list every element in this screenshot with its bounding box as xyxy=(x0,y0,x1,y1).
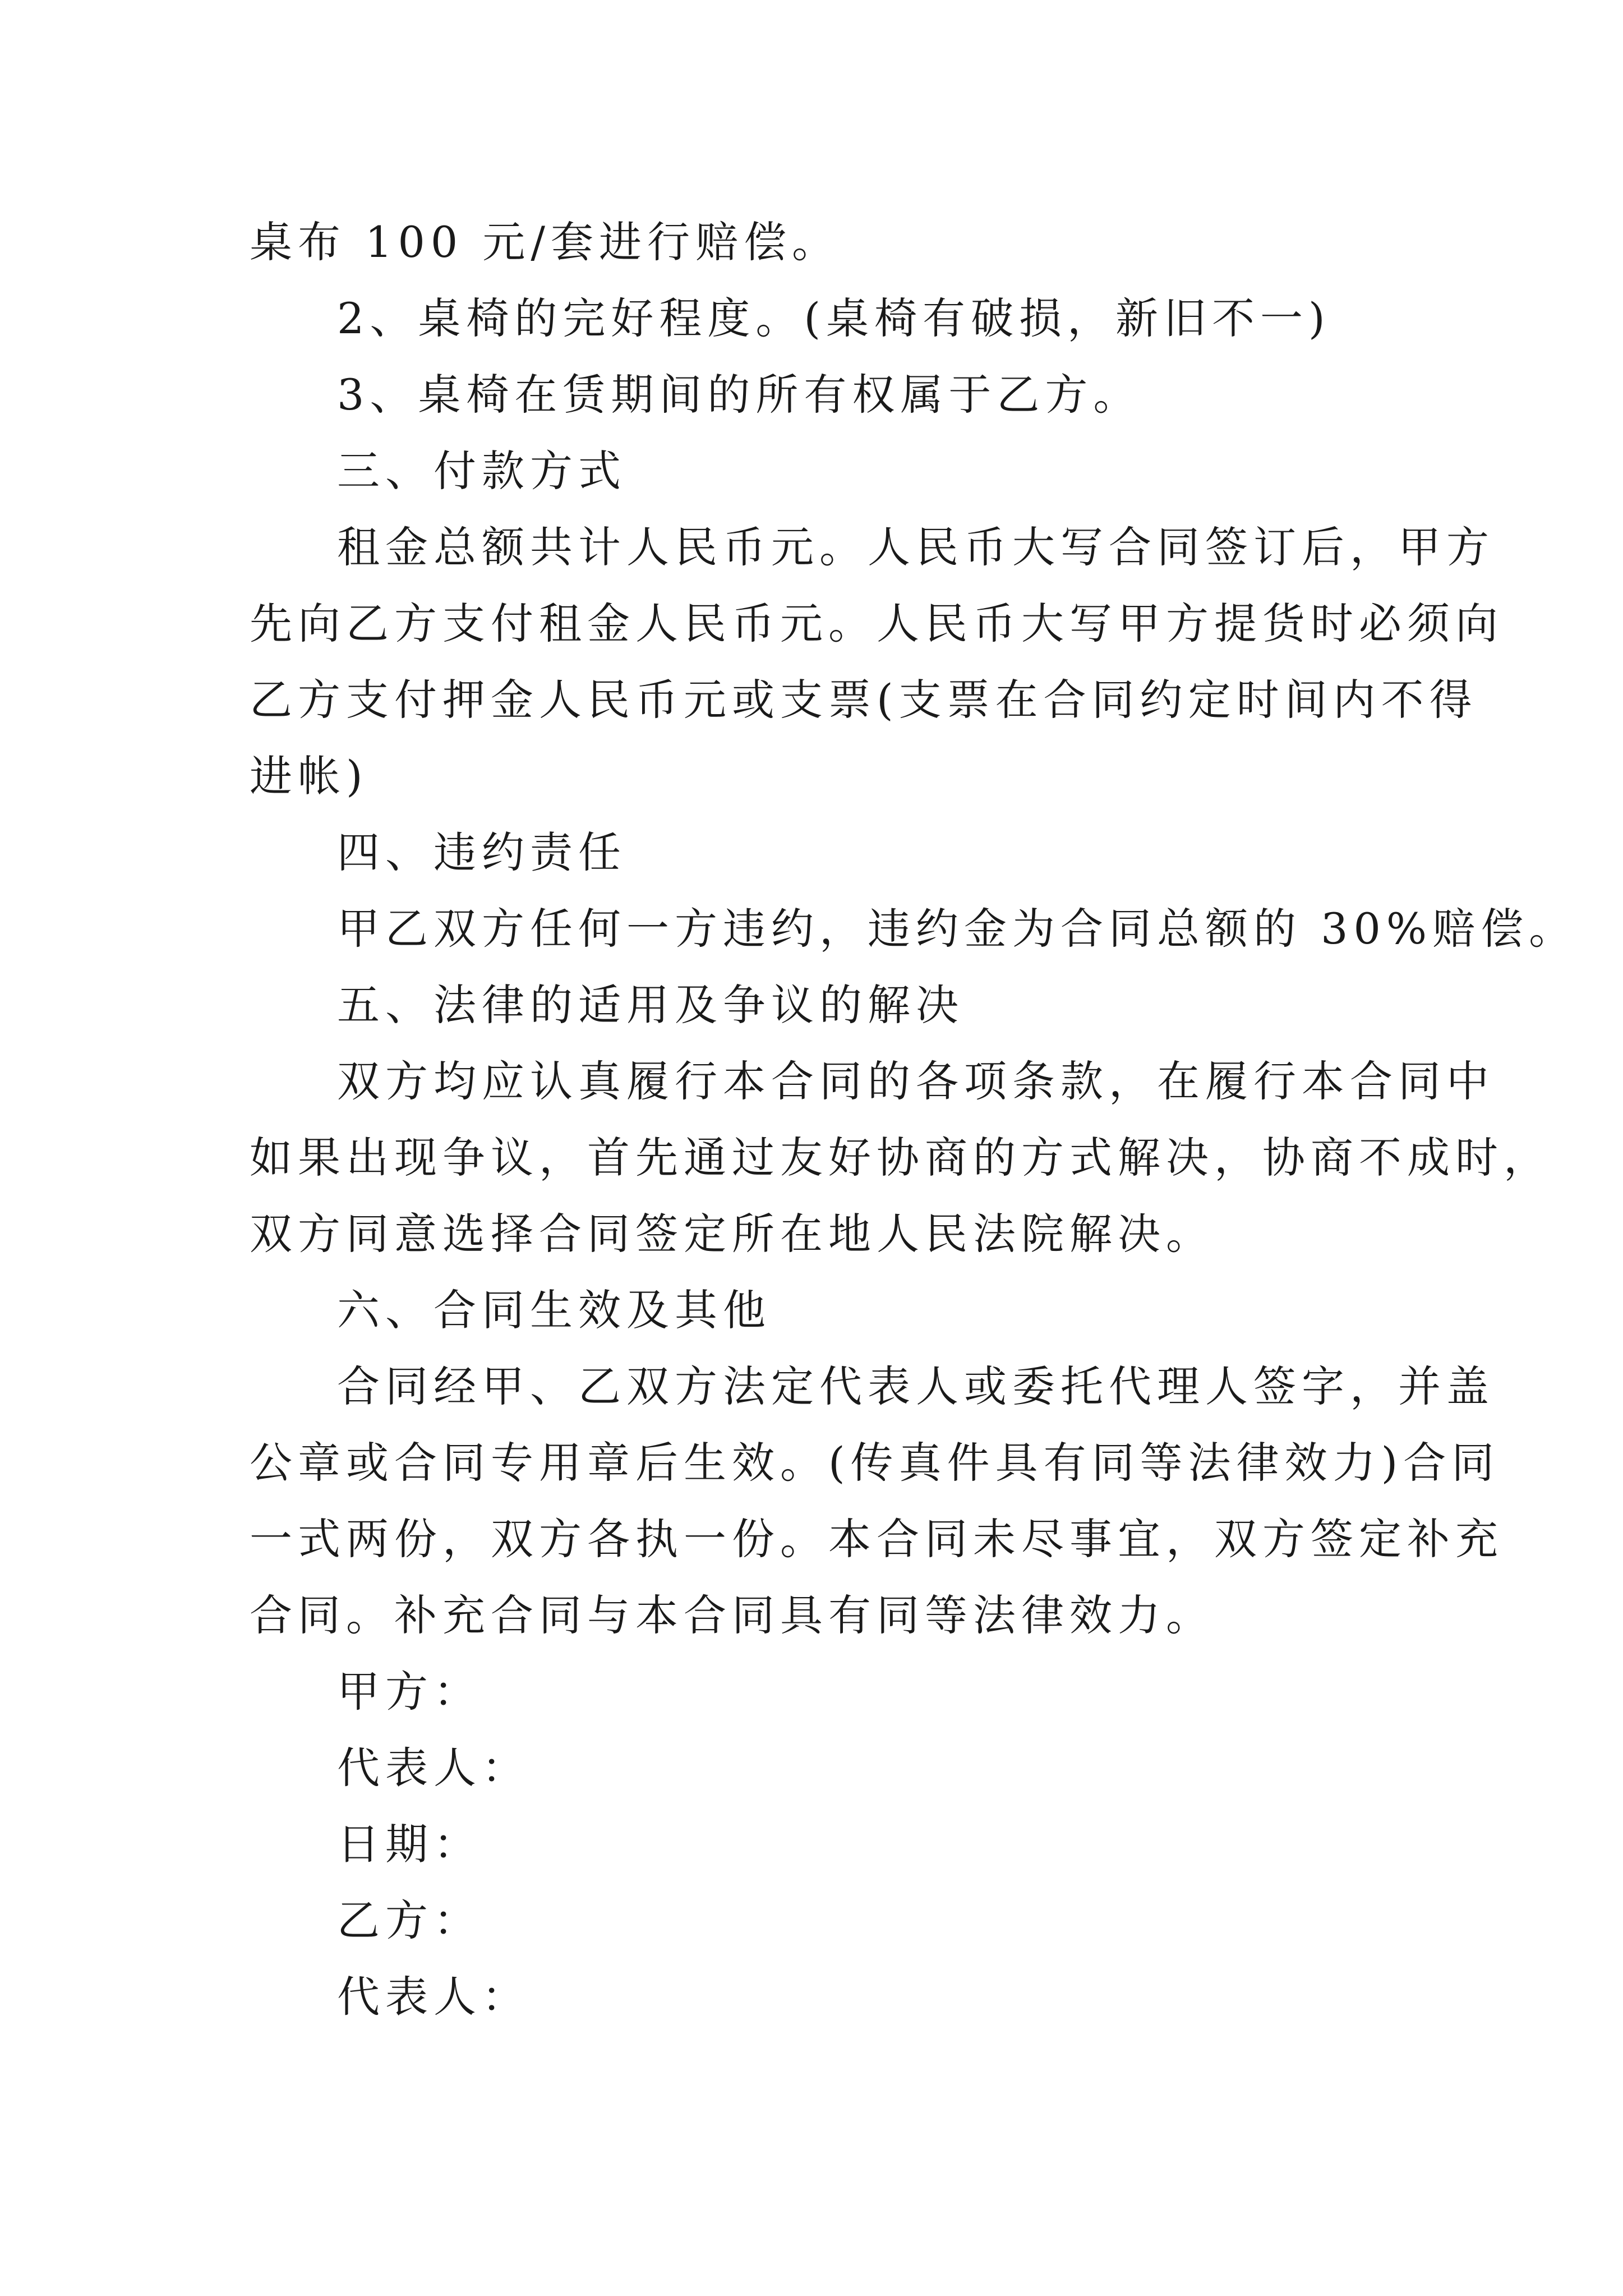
section-heading: 四、违约责任 xyxy=(337,827,626,877)
text-line: 双方同意选择合同签定所在地人民法院解决。 xyxy=(250,1209,1214,1259)
text-line: 如果出现争议，首先通过友好协商的方式解决，协商不成时， xyxy=(250,1133,1552,1182)
text-line: 桌布 100 元/套进行赔偿。 xyxy=(250,217,840,267)
text-line: 合同。补充合同与本合同具有同等法律效力。 xyxy=(250,1590,1214,1640)
text-line: 2、桌椅的完好程度。(桌椅有破损，新旧不一) xyxy=(337,293,1331,343)
text-line: 双方均应认真履行本合同的各项条款，在履行本合同中 xyxy=(337,1056,1495,1106)
text-line: 合同经甲、乙双方法定代表人或委托代理人签字，并盖 xyxy=(337,1361,1495,1411)
representative-label: 代表人： xyxy=(337,1743,530,1793)
text-line: 乙方支付押金人民币元或支票(支票在合同约定时间内不得 xyxy=(250,675,1478,725)
date-label: 日期： xyxy=(337,1819,482,1869)
party-b-label: 乙方： xyxy=(337,1895,482,1945)
party-a-label: 甲方： xyxy=(337,1667,482,1717)
text-line: 进帐) xyxy=(250,751,368,801)
section-heading: 五、法律的适用及争议的解决 xyxy=(337,980,964,1030)
text-line: 3、桌椅在赁期间的所有权属于乙方。 xyxy=(337,370,1142,420)
representative-label: 代表人： xyxy=(337,1972,530,2022)
section-heading: 六、合同生效及其他 xyxy=(337,1285,771,1335)
text-line: 一式两份，双方各执一份。本合同未尽事宜，双方签定补充 xyxy=(250,1514,1504,1564)
text-line: 甲乙双方任何一方违约，违约金为合同总额的 30%赔偿。 xyxy=(337,904,1578,954)
text-line: 先向乙方支付租金人民币元。人民币大写甲方提货时必须向 xyxy=(250,599,1504,648)
section-heading: 三、付款方式 xyxy=(337,446,626,496)
text-line: 公章或合同专用章后生效。(传真件具有同等法律效力)合同 xyxy=(250,1438,1500,1488)
text-line: 租金总额共计人民币元。人民币大写合同签订后，甲方 xyxy=(337,522,1495,572)
